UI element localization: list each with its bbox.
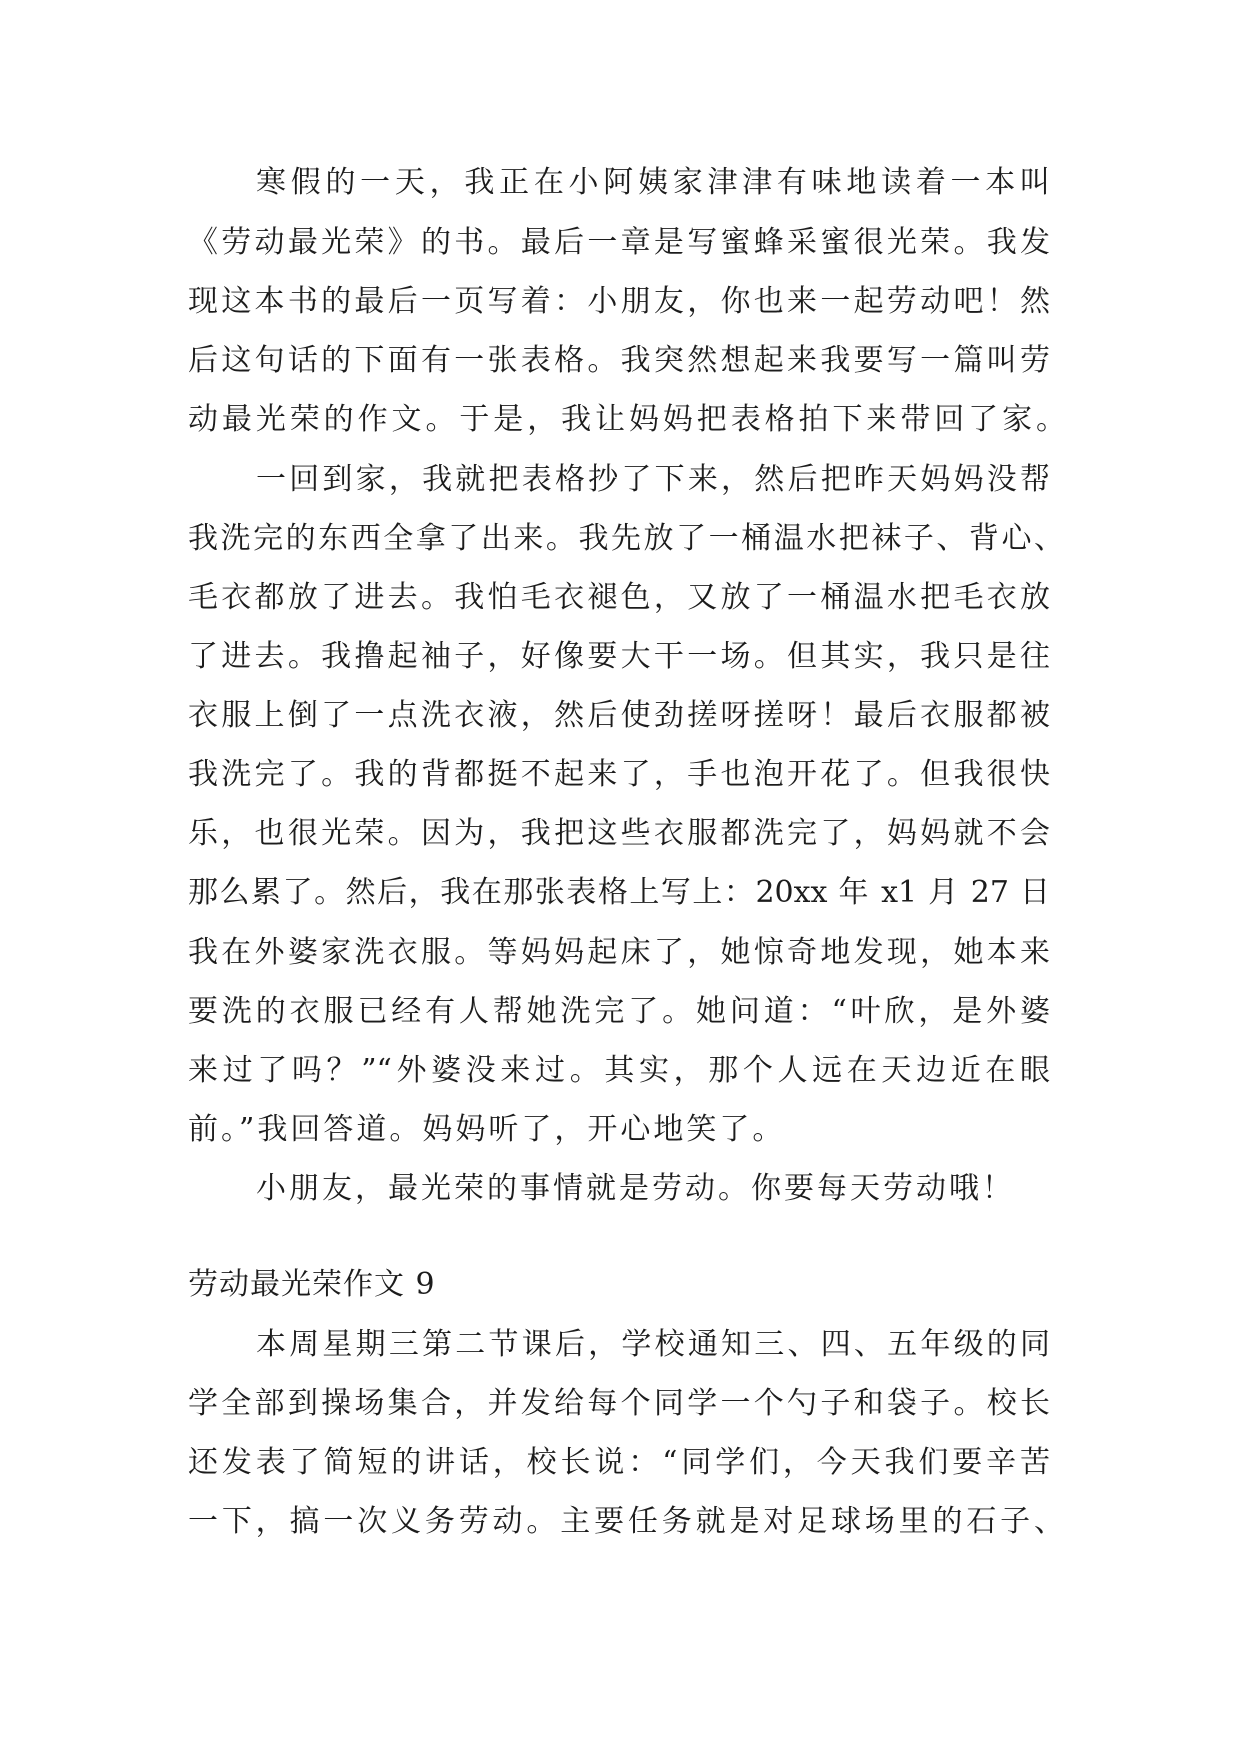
paragraph-line: 一回到家，我就把表格抄了下来，然后把昨天妈妈没帮 <box>256 462 1050 497</box>
paragraph-line: 《劳动最光荣》的书。最后一章是写蜜蜂采蜜很光荣。我发 <box>188 225 1050 260</box>
paragraph-line: 还发表了简短的讲话，校长说：“同学们，今天我们要辛苦 <box>188 1445 1050 1480</box>
paragraph-line: 乐，也很光荣。因为，我把这些衣服都洗完了，妈妈就不会 <box>188 816 1050 851</box>
paragraph-line: 了进去。我撸起袖子，好像要大干一场。但其实，我只是往 <box>188 639 1050 674</box>
paragraph-line: 后这句话的下面有一张表格。我突然想起来我要写一篇叫劳 <box>188 343 1050 378</box>
paragraph-line: 我洗完的东西全拿了出来。我先放了一桶温水把袜子、背心、 <box>188 521 1064 556</box>
paragraph-line: 本周星期三第二节课后，学校通知三、四、五年级的同 <box>256 1327 1050 1362</box>
paragraph-line: 那么累了。然后，我在那张表格上写上：20xx 年 x1 月 27 日 <box>188 875 1050 910</box>
paragraph-line: 小朋友，最光荣的事情就是劳动。你要每天劳动哦！ <box>256 1171 1015 1206</box>
paragraph-line: 要洗的衣服已经有人帮她洗完了。她问道：“叶欣，是外婆 <box>188 994 1050 1029</box>
paragraph-line: 毛衣都放了进去。我怕毛衣褪色，又放了一桶温水把毛衣放 <box>188 580 1050 615</box>
paragraph-line: 衣服上倒了一点洗衣液，然后使劲搓呀搓呀！最后衣服都被 <box>188 698 1050 733</box>
section-title: 劳动最光荣作文 9 <box>188 1267 436 1302</box>
paragraph-line: 前。”我回答道。妈妈听了，开心地笑了。 <box>188 1112 786 1147</box>
paragraph-line: 来过了吗？”“外婆没来过。其实，那个人远在天边近在眼 <box>188 1053 1050 1088</box>
paragraph-line: 我洗完了。我的背都挺不起来了，手也泡开花了。但我很快 <box>188 757 1050 792</box>
paragraph-line: 动最光荣的作文。于是，我让妈妈把表格拍下来带回了家。 <box>188 402 1066 437</box>
paragraph-line: 现这本书的最后一页写着：小朋友，你也来一起劳动吧！然 <box>188 284 1050 319</box>
paragraph-line: 寒假的一天，我正在小阿姨家津津有味地读着一本叫 <box>256 165 1050 200</box>
paragraph-line: 我在外婆家洗衣服。等妈妈起床了，她惊奇地发现，她本来 <box>188 935 1050 970</box>
paragraph-line: 学全部到操场集合，并发给每个同学一个勺子和袋子。校长 <box>188 1386 1050 1421</box>
paragraph-line: 一下，搞一次义务劳动。主要任务就是对足球场里的石子、 <box>188 1504 1064 1539</box>
